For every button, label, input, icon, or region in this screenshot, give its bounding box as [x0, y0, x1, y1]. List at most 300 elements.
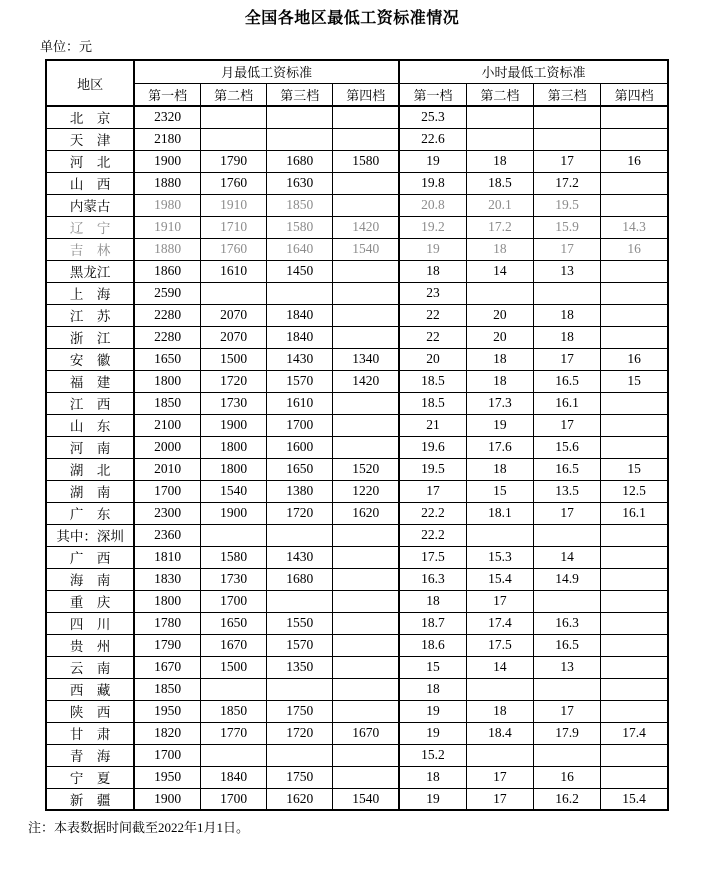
hourly-tier-1-cell: 19 [399, 238, 466, 260]
monthly-tier-4-cell: 1420 [333, 216, 399, 238]
monthly-tier-4-cell [333, 128, 399, 150]
hourly-tier-1-cell: 18.6 [399, 634, 466, 656]
monthly-tier-1-cell: 2300 [134, 502, 200, 524]
region-cell: 江 西 [46, 392, 134, 414]
unit-label: 单位：元 [40, 39, 93, 54]
hourly-tier-4-cell: 16.1 [601, 502, 668, 524]
region-cell: 江 苏 [46, 304, 134, 326]
monthly-tier-2-cell: 1710 [200, 216, 266, 238]
monthly-tier-1-cell: 1900 [134, 150, 200, 172]
hourly-tier-1-cell: 15 [399, 656, 466, 678]
monthly-tier-3-cell: 1720 [267, 722, 333, 744]
monthly-tier-1-cell: 1700 [134, 480, 200, 502]
region-cell: 福 建 [46, 370, 134, 392]
monthly-tier-2-cell: 1850 [200, 700, 266, 722]
monthly-tier-4-cell [333, 700, 399, 722]
table-row [46, 128, 668, 150]
hourly-tier-3-cell [534, 744, 601, 766]
hourly-tier-4-cell [601, 568, 668, 590]
monthly-tier-4-cell [333, 194, 399, 216]
hourly-tier-3-cell: 17.2 [534, 172, 601, 194]
table-row [46, 106, 668, 128]
hourly-tier-2-cell [466, 128, 533, 150]
hourly-tier-4-cell: 15 [601, 370, 668, 392]
hourly-tier-2-cell: 17.6 [466, 436, 533, 458]
monthly-tier-2-cell: 1650 [200, 612, 266, 634]
region-cell: 广 东 [46, 502, 134, 524]
hourly-tier-4-cell: 16 [601, 150, 668, 172]
monthly-tier-1-cell: 1820 [134, 722, 200, 744]
hourly-tier-1-cell: 19 [399, 788, 466, 810]
monthly-tier-3-cell [267, 678, 333, 700]
monthly-tier-3-cell [267, 282, 333, 304]
hourly-tier-4-header: 第四档 [601, 83, 668, 106]
hourly-tier-1-cell: 18 [399, 766, 466, 788]
hourly-tier-4-cell: 14.3 [601, 216, 668, 238]
monthly-tier-3-cell: 1570 [267, 634, 333, 656]
page-title: 全国各地区最低工资标准情况 [244, 10, 460, 27]
monthly-tier-4-cell [333, 568, 399, 590]
hourly-tier-3-cell: 17.9 [534, 722, 601, 744]
monthly-tier-4-cell [333, 590, 399, 612]
hourly-tier-4-cell: 16 [601, 348, 668, 370]
monthly-tier-2-cell [200, 128, 266, 150]
hourly-tier-2-cell [466, 524, 533, 546]
region-cell: 内蒙古 [46, 194, 134, 216]
hourly-tier-2-cell: 15 [466, 480, 533, 502]
monthly-tier-4-cell: 1420 [333, 370, 399, 392]
hourly-tier-1-cell: 22.2 [399, 502, 466, 524]
monthly-tier-4-cell [333, 304, 399, 326]
table-row [46, 326, 668, 348]
hourly-tier-3-cell: 13.5 [534, 480, 601, 502]
monthly-tier-2-cell [200, 524, 266, 546]
region-cell: 北 京 [46, 106, 134, 128]
table-row [46, 524, 668, 546]
monthly-tier-2-cell: 1760 [200, 172, 266, 194]
hourly-tier-4-cell [601, 392, 668, 414]
hourly-tier-2-cell: 18 [466, 238, 533, 260]
monthly-tier-1-cell: 1980 [134, 194, 200, 216]
hourly-tier-1-cell: 19.8 [399, 172, 466, 194]
monthly-tier-2-cell: 1500 [200, 348, 266, 370]
hourly-tier-1-cell: 22 [399, 304, 466, 326]
monthly-tier-3-cell: 1450 [267, 260, 333, 282]
monthly-tier-3-cell: 1650 [267, 458, 333, 480]
region-cell: 云 南 [46, 656, 134, 678]
table-row [46, 436, 668, 458]
hourly-tier-2-cell [466, 678, 533, 700]
hourly-tier-1-cell: 16.3 [399, 568, 466, 590]
hourly-tier-3-cell: 13 [534, 656, 601, 678]
hourly-tier-3-cell: 15.6 [534, 436, 601, 458]
monthly-tier-4-cell: 1540 [333, 788, 399, 810]
hourly-tier-1-cell: 25.3 [399, 106, 466, 128]
hourly-tier-4-cell [601, 524, 668, 546]
monthly-tier-4-cell: 1540 [333, 238, 399, 260]
hourly-tier-4-cell: 16 [601, 238, 668, 260]
hourly-tier-4-cell [601, 634, 668, 656]
table-row [46, 744, 668, 766]
hourly-tier-2-cell: 20 [466, 304, 533, 326]
monthly-tier-1-cell: 1850 [134, 392, 200, 414]
minimum-wage-table [45, 59, 669, 811]
region-cell: 山 西 [46, 172, 134, 194]
monthly-tier-1-cell: 1860 [134, 260, 200, 282]
hourly-tier-2-cell: 17 [466, 766, 533, 788]
hourly-tier-3-cell: 17 [534, 502, 601, 524]
monthly-tier-4-cell [333, 392, 399, 414]
table-row [46, 216, 668, 238]
monthly-tier-2-cell: 1580 [200, 546, 266, 568]
hourly-tier-4-cell [601, 326, 668, 348]
region-cell: 广 西 [46, 546, 134, 568]
hourly-tier-3-cell [534, 106, 601, 128]
table-row [46, 678, 668, 700]
monthly-tier-1-cell: 1850 [134, 678, 200, 700]
monthly-tier-3-cell: 1850 [267, 194, 333, 216]
monthly-tier-3-cell: 1630 [267, 172, 333, 194]
monthly-tier-3-cell: 1610 [267, 392, 333, 414]
hourly-tier-2-cell: 18 [466, 370, 533, 392]
table-row [46, 634, 668, 656]
hourly-tier-4-cell [601, 260, 668, 282]
region-cell: 黑龙江 [46, 260, 134, 282]
table-row [46, 238, 668, 260]
table-row [46, 194, 668, 216]
hourly-tier-1-header: 第一档 [399, 83, 466, 106]
hourly-tier-3-cell [534, 128, 601, 150]
region-cell: 青 海 [46, 744, 134, 766]
hourly-tier-1-cell: 19.6 [399, 436, 466, 458]
hourly-tier-3-cell: 16.3 [534, 612, 601, 634]
table-row [46, 590, 668, 612]
monthly-tier-4-cell [333, 766, 399, 788]
region-cell: 贵 州 [46, 634, 134, 656]
region-cell: 陕 西 [46, 700, 134, 722]
monthly-tier-2-cell [200, 282, 266, 304]
hourly-tier-4-cell [601, 304, 668, 326]
monthly-tier-2-cell: 1500 [200, 656, 266, 678]
hourly-tier-3-cell: 18 [534, 304, 601, 326]
monthly-tier-3-cell [267, 524, 333, 546]
hourly-tier-2-cell: 18.1 [466, 502, 533, 524]
hourly-tier-2-cell: 17.5 [466, 634, 533, 656]
table-row [46, 458, 668, 480]
monthly-tier-4-cell: 1220 [333, 480, 399, 502]
monthly-tier-2-cell: 1540 [200, 480, 266, 502]
table-row [46, 260, 668, 282]
hourly-tier-3-cell: 16.5 [534, 370, 601, 392]
hourly-tier-4-cell: 12.5 [601, 480, 668, 502]
monthly-tier-1-cell: 2320 [134, 106, 200, 128]
hourly-tier-2-cell: 14 [466, 260, 533, 282]
monthly-tier-4-cell [333, 172, 399, 194]
monthly-tier-2-cell [200, 106, 266, 128]
hourly-tier-2-cell: 18 [466, 458, 533, 480]
monthly-tier-1-cell: 1780 [134, 612, 200, 634]
monthly-tier-2-cell [200, 744, 266, 766]
hourly-tier-3-cell: 16 [534, 766, 601, 788]
monthly-tier-2-cell: 1700 [200, 788, 266, 810]
hourly-tier-4-cell [601, 678, 668, 700]
monthly-tier-2-cell [200, 678, 266, 700]
monthly-tier-3-cell [267, 744, 333, 766]
monthly-tier-4-cell [333, 326, 399, 348]
hourly-tier-2-cell: 14 [466, 656, 533, 678]
monthly-tier-4-cell [333, 656, 399, 678]
monthly-tier-1-cell: 2010 [134, 458, 200, 480]
monthly-tier-3-cell: 1350 [267, 656, 333, 678]
hourly-tier-1-cell: 19 [399, 722, 466, 744]
hourly-tier-4-cell: 15.4 [601, 788, 668, 810]
monthly-tier-2-cell: 1900 [200, 502, 266, 524]
hourly-tier-1-cell: 21 [399, 414, 466, 436]
region-cell: 浙 江 [46, 326, 134, 348]
monthly-tier-3-header: 第三档 [267, 83, 333, 106]
hourly-tier-2-cell: 18.5 [466, 172, 533, 194]
hourly-tier-1-cell: 18.5 [399, 370, 466, 392]
table-row [46, 568, 668, 590]
monthly-tier-2-cell: 1910 [200, 194, 266, 216]
monthly-tier-4-cell [333, 612, 399, 634]
tier-header-row [46, 83, 668, 106]
monthly-tier-4-cell [333, 678, 399, 700]
monthly-tier-2-cell: 1900 [200, 414, 266, 436]
hourly-tier-2-cell: 15.3 [466, 546, 533, 568]
column-group-hourly: 小时最低工资标准 [399, 60, 668, 83]
hourly-tier-4-cell [601, 766, 668, 788]
monthly-tier-2-cell: 1790 [200, 150, 266, 172]
monthly-tier-2-cell: 1770 [200, 722, 266, 744]
monthly-tier-4-cell [333, 260, 399, 282]
monthly-tier-2-cell: 2070 [200, 326, 266, 348]
table-row [46, 788, 668, 810]
monthly-tier-2-cell: 1730 [200, 568, 266, 590]
hourly-tier-2-cell: 18.4 [466, 722, 533, 744]
hourly-tier-3-cell: 17 [534, 150, 601, 172]
monthly-tier-3-cell: 1640 [267, 238, 333, 260]
table-row [46, 150, 668, 172]
monthly-tier-4-cell: 1520 [333, 458, 399, 480]
monthly-tier-4-cell [333, 436, 399, 458]
region-cell: 西 藏 [46, 678, 134, 700]
hourly-tier-2-cell: 18 [466, 700, 533, 722]
hourly-tier-3-cell: 15.9 [534, 216, 601, 238]
region-cell: 重 庆 [46, 590, 134, 612]
hourly-tier-1-cell: 20 [399, 348, 466, 370]
hourly-tier-2-cell [466, 744, 533, 766]
monthly-tier-2-cell: 1670 [200, 634, 266, 656]
hourly-tier-2-cell: 17.2 [466, 216, 533, 238]
hourly-tier-3-cell: 14.9 [534, 568, 601, 590]
monthly-tier-4-cell: 1580 [333, 150, 399, 172]
hourly-tier-4-cell [601, 194, 668, 216]
monthly-tier-3-cell: 1840 [267, 326, 333, 348]
hourly-tier-1-cell: 19 [399, 150, 466, 172]
table-row [46, 700, 668, 722]
region-cell: 天 津 [46, 128, 134, 150]
hourly-tier-1-cell: 19.2 [399, 216, 466, 238]
monthly-tier-2-header: 第二档 [200, 83, 266, 106]
hourly-tier-3-cell: 17 [534, 700, 601, 722]
hourly-tier-4-cell: 17.4 [601, 722, 668, 744]
hourly-tier-3-cell: 18 [534, 326, 601, 348]
monthly-tier-3-cell: 1550 [267, 612, 333, 634]
monthly-tier-1-cell: 2000 [134, 436, 200, 458]
monthly-tier-3-cell [267, 106, 333, 128]
monthly-tier-3-cell: 1620 [267, 788, 333, 810]
hourly-tier-3-header: 第三档 [534, 83, 601, 106]
monthly-tier-1-cell: 2100 [134, 414, 200, 436]
hourly-tier-4-cell [601, 546, 668, 568]
monthly-tier-3-cell: 1840 [267, 304, 333, 326]
monthly-tier-1-cell: 2180 [134, 128, 200, 150]
monthly-tier-1-cell: 1950 [134, 700, 200, 722]
region-cell: 河 北 [46, 150, 134, 172]
monthly-tier-1-cell: 2280 [134, 326, 200, 348]
region-cell: 四 川 [46, 612, 134, 634]
region-cell: 新 疆 [46, 788, 134, 810]
monthly-tier-4-cell [333, 282, 399, 304]
region-cell: 湖 南 [46, 480, 134, 502]
hourly-tier-1-cell: 23 [399, 282, 466, 304]
hourly-tier-4-cell [601, 656, 668, 678]
hourly-tier-3-cell: 17 [534, 238, 601, 260]
hourly-tier-4-cell [601, 436, 668, 458]
monthly-tier-4-cell [333, 106, 399, 128]
monthly-tier-2-cell: 2070 [200, 304, 266, 326]
table-row [46, 502, 668, 524]
hourly-tier-3-cell: 16.2 [534, 788, 601, 810]
monthly-tier-3-cell: 1430 [267, 546, 333, 568]
monthly-tier-1-cell: 1950 [134, 766, 200, 788]
hourly-tier-1-cell: 18 [399, 590, 466, 612]
monthly-tier-2-cell: 1610 [200, 260, 266, 282]
monthly-tier-3-cell: 1700 [267, 414, 333, 436]
hourly-tier-1-cell: 22 [399, 326, 466, 348]
monthly-tier-3-cell: 1580 [267, 216, 333, 238]
group-header-row [46, 60, 668, 83]
hourly-tier-4-cell: 15 [601, 458, 668, 480]
hourly-tier-1-cell: 15.2 [399, 744, 466, 766]
monthly-tier-3-cell: 1570 [267, 370, 333, 392]
region-cell: 吉 林 [46, 238, 134, 260]
hourly-tier-2-cell: 17.4 [466, 612, 533, 634]
hourly-tier-3-cell [534, 590, 601, 612]
hourly-tier-1-cell: 22.2 [399, 524, 466, 546]
hourly-tier-4-cell [601, 172, 668, 194]
hourly-tier-4-cell [601, 282, 668, 304]
monthly-tier-1-cell: 1650 [134, 348, 200, 370]
table-row [46, 392, 668, 414]
hourly-tier-3-cell: 19.5 [534, 194, 601, 216]
table-row [46, 370, 668, 392]
monthly-tier-3-cell: 1750 [267, 700, 333, 722]
hourly-tier-1-cell: 18.5 [399, 392, 466, 414]
hourly-tier-2-cell: 19 [466, 414, 533, 436]
monthly-tier-3-cell: 1720 [267, 502, 333, 524]
monthly-tier-1-cell: 1880 [134, 172, 200, 194]
monthly-tier-1-cell: 2590 [134, 282, 200, 304]
hourly-tier-2-cell: 17.3 [466, 392, 533, 414]
monthly-tier-3-cell: 1430 [267, 348, 333, 370]
monthly-tier-4-cell [333, 414, 399, 436]
hourly-tier-2-cell: 18 [466, 150, 533, 172]
monthly-tier-2-cell: 1800 [200, 458, 266, 480]
hourly-tier-4-cell [601, 700, 668, 722]
hourly-tier-2-cell: 20.1 [466, 194, 533, 216]
hourly-tier-3-cell: 17 [534, 348, 601, 370]
region-cell: 其中：深圳 [46, 524, 134, 546]
monthly-tier-1-cell: 1880 [134, 238, 200, 260]
monthly-tier-2-cell: 1730 [200, 392, 266, 414]
hourly-tier-4-cell [601, 612, 668, 634]
region-cell: 上 海 [46, 282, 134, 304]
table-row [46, 766, 668, 788]
region-cell: 宁 夏 [46, 766, 134, 788]
hourly-tier-4-cell [601, 590, 668, 612]
monthly-tier-4-cell: 1620 [333, 502, 399, 524]
hourly-tier-1-cell: 20.8 [399, 194, 466, 216]
monthly-tier-1-header: 第一档 [134, 83, 200, 106]
monthly-tier-2-cell: 1800 [200, 436, 266, 458]
table-body [46, 106, 668, 810]
monthly-tier-3-cell: 1680 [267, 568, 333, 590]
monthly-tier-2-cell: 1760 [200, 238, 266, 260]
hourly-tier-2-cell: 17 [466, 788, 533, 810]
region-cell: 安 徽 [46, 348, 134, 370]
hourly-tier-1-cell: 18.7 [399, 612, 466, 634]
table-row [46, 414, 668, 436]
region-cell: 河 南 [46, 436, 134, 458]
hourly-tier-4-cell [601, 106, 668, 128]
monthly-tier-4-cell: 1340 [333, 348, 399, 370]
monthly-tier-1-cell: 1830 [134, 568, 200, 590]
table-row [46, 172, 668, 194]
monthly-tier-3-cell [267, 128, 333, 150]
hourly-tier-2-cell: 17 [466, 590, 533, 612]
hourly-tier-1-cell: 17.5 [399, 546, 466, 568]
region-cell: 甘 肃 [46, 722, 134, 744]
hourly-tier-3-cell: 16.1 [534, 392, 601, 414]
monthly-tier-1-cell: 2280 [134, 304, 200, 326]
hourly-tier-2-cell: 15.4 [466, 568, 533, 590]
table-row [46, 722, 668, 744]
column-group-monthly: 月最低工资标准 [134, 60, 399, 83]
table-row [46, 546, 668, 568]
monthly-tier-4-cell: 1670 [333, 722, 399, 744]
hourly-tier-1-cell: 18 [399, 678, 466, 700]
table-row [46, 282, 668, 304]
monthly-tier-1-cell: 1670 [134, 656, 200, 678]
hourly-tier-1-cell: 19.5 [399, 458, 466, 480]
monthly-tier-3-cell: 1380 [267, 480, 333, 502]
monthly-tier-1-cell: 2360 [134, 524, 200, 546]
table-row [46, 348, 668, 370]
monthly-tier-4-cell [333, 524, 399, 546]
column-header-region: 地区 [46, 60, 134, 106]
hourly-tier-3-cell: 16.5 [534, 634, 601, 656]
hourly-tier-1-cell: 19 [399, 700, 466, 722]
hourly-tier-3-cell [534, 678, 601, 700]
hourly-tier-3-cell: 14 [534, 546, 601, 568]
hourly-tier-1-cell: 17 [399, 480, 466, 502]
region-cell: 湖 北 [46, 458, 134, 480]
monthly-tier-4-header: 第四档 [333, 83, 399, 106]
monthly-tier-1-cell: 1790 [134, 634, 200, 656]
hourly-tier-3-cell: 16.5 [534, 458, 601, 480]
